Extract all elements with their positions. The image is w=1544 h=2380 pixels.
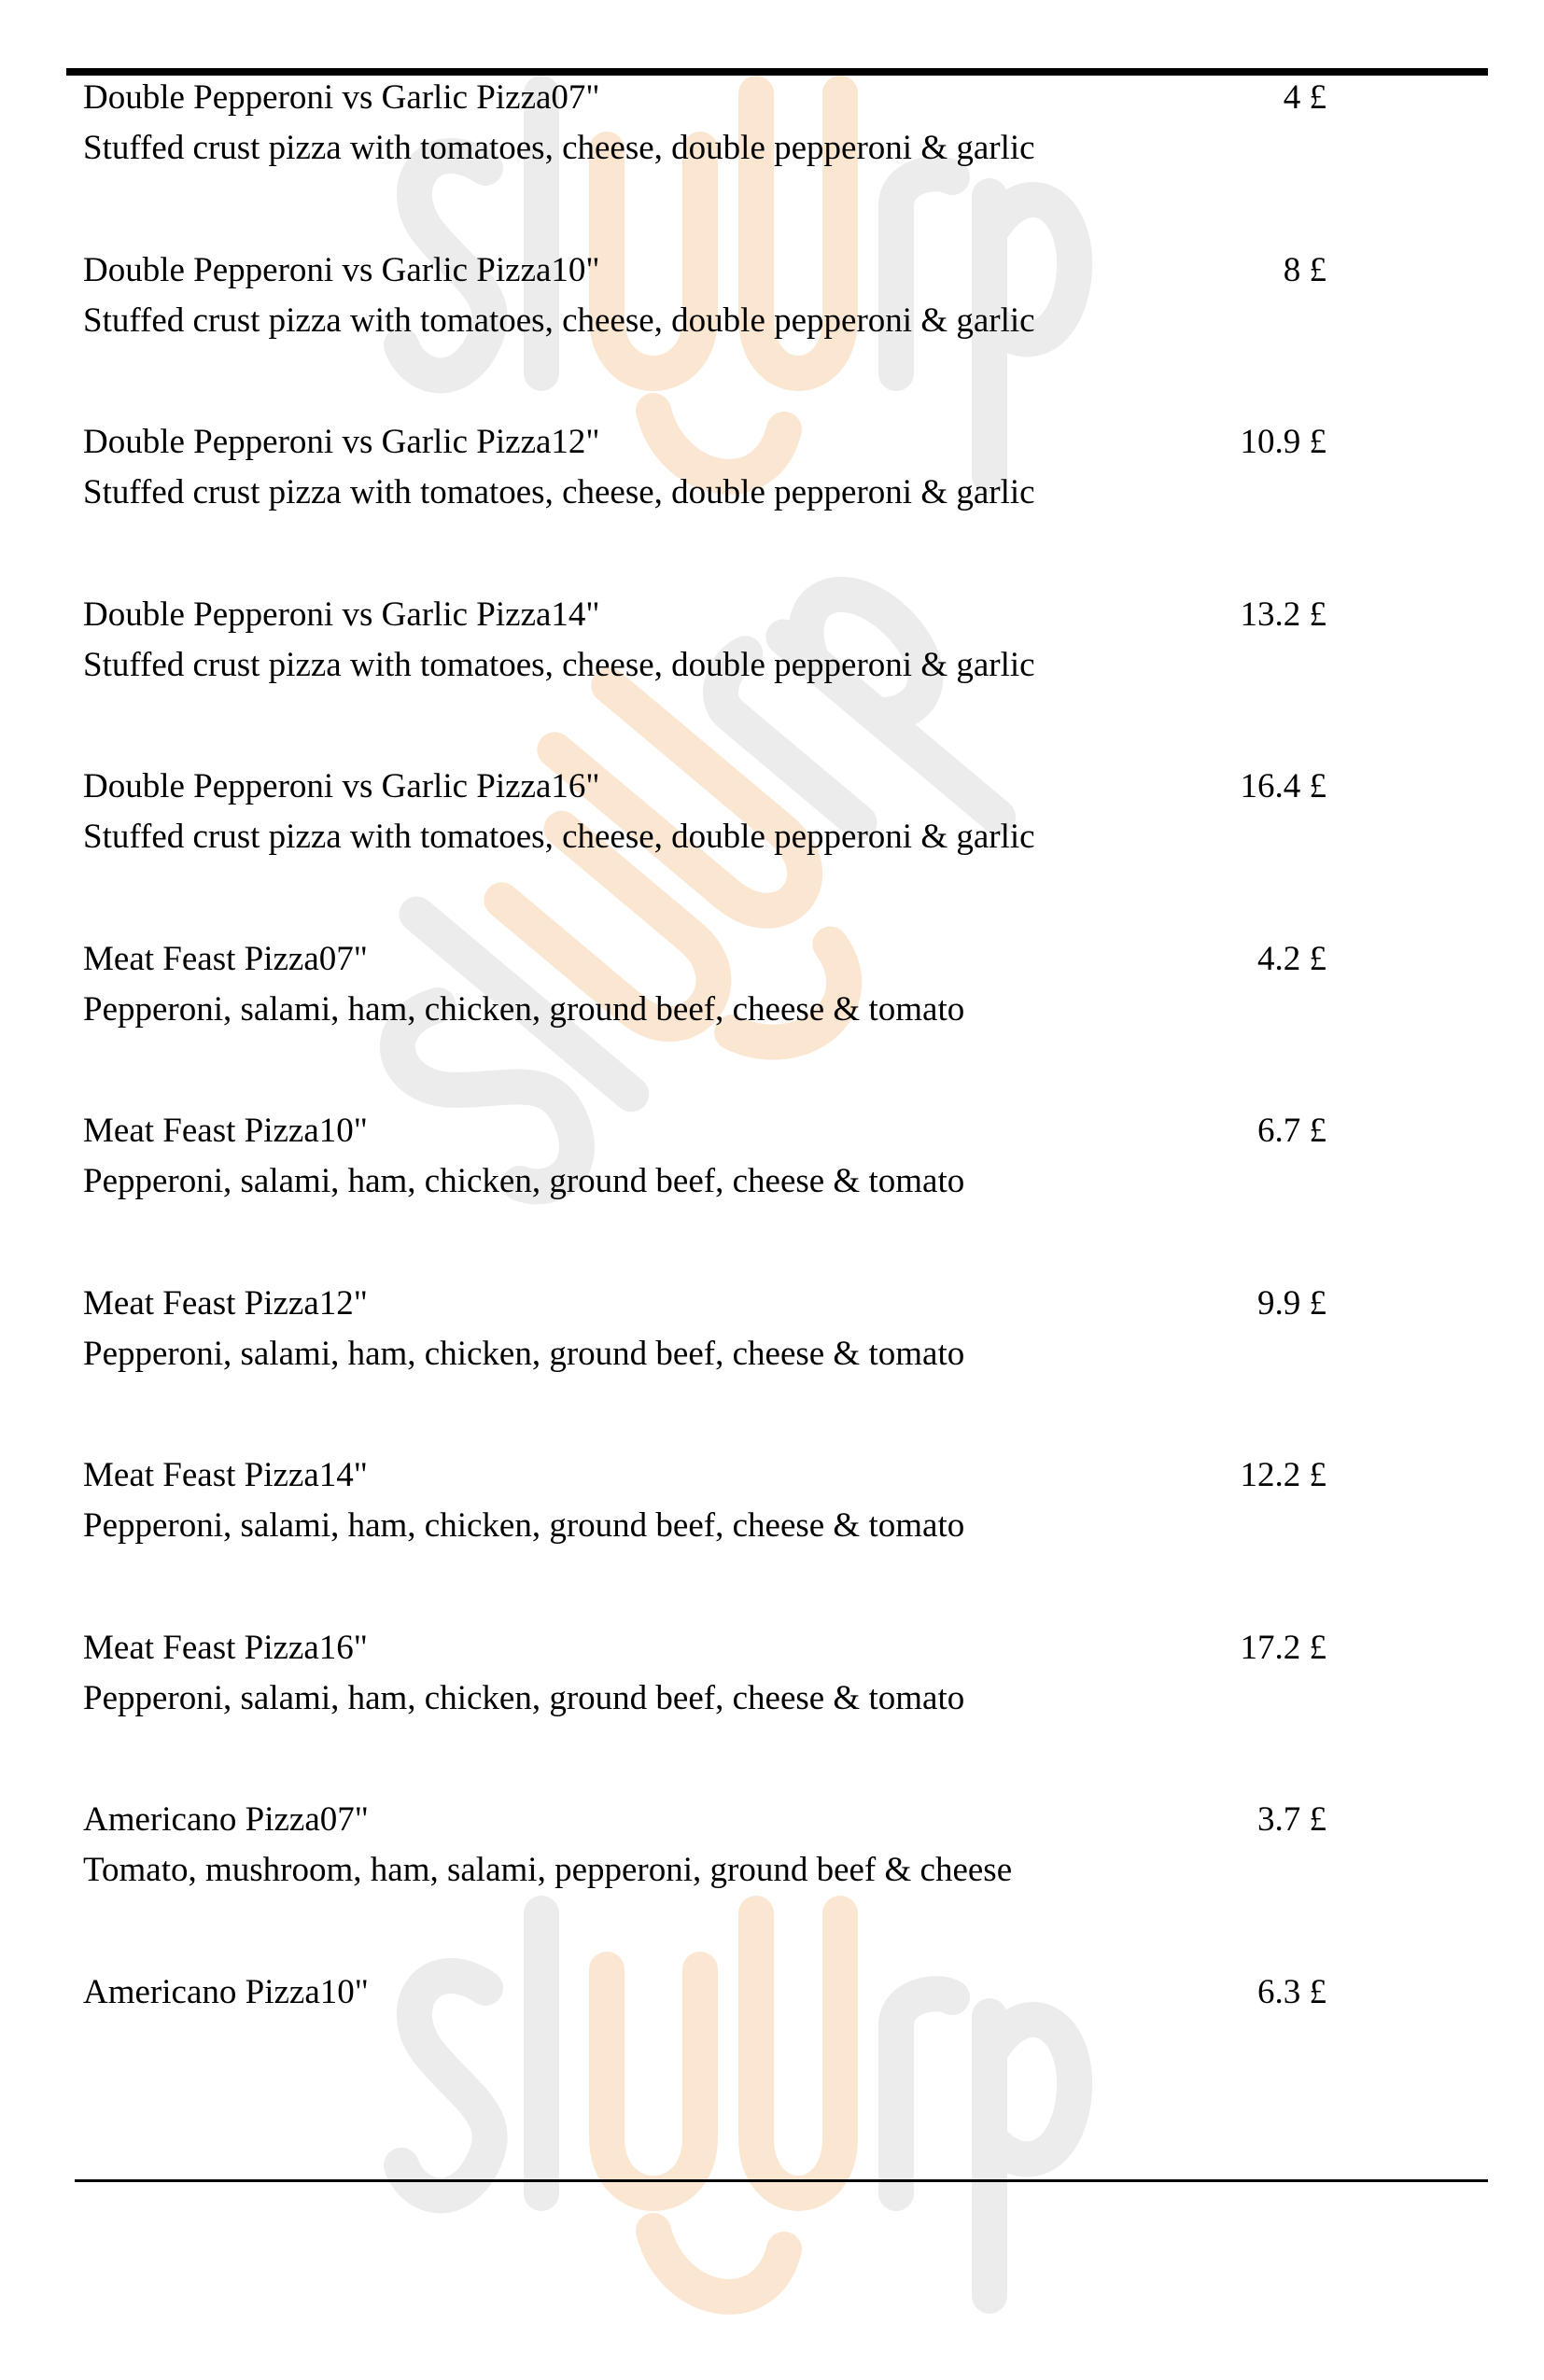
item-title: Meat Feast Pizza14" <box>83 1456 368 1494</box>
item-price: 6.7 £ <box>1257 1112 1326 1150</box>
item-title: Double Pepperoni vs Garlic Pizza10" <box>83 250 600 289</box>
menu-item <box>0 419 1544 592</box>
bottom-rule <box>75 2179 1488 2182</box>
item-title: Americano Pizza10" <box>83 1972 369 2011</box>
item-price: 6.3 £ <box>1257 1972 1326 2011</box>
item-description: Stuffed crust pizza with tomatoes, cheese, double pepperoni & garlic <box>83 301 1035 340</box>
item-price: 10.9 £ <box>1240 423 1326 461</box>
menu-item <box>0 592 1544 764</box>
item-price: 8 £ <box>1283 250 1326 289</box>
item-price: 4 £ <box>1283 78 1326 117</box>
item-title: Americano Pizza07" <box>83 1800 369 1839</box>
item-price: 4.2 £ <box>1257 939 1326 978</box>
item-title: Meat Feast Pizza07" <box>83 939 368 978</box>
item-price: 16.4 £ <box>1240 767 1326 805</box>
item-description: Stuffed crust pizza with tomatoes, cheese, double pepperoni & garlic <box>83 645 1035 684</box>
menu-item <box>0 763 1544 936</box>
item-description: Stuffed crust pizza with tomatoes, cheese, double pepperoni & garlic <box>83 818 1035 856</box>
menu-item <box>0 1452 1544 1625</box>
menu-item <box>0 936 1544 1109</box>
menu-item <box>0 247 1544 420</box>
item-title: Double Pepperoni vs Garlic Pizza16" <box>83 767 600 805</box>
menu-item <box>0 1969 1544 2142</box>
item-price: 3.7 £ <box>1257 1800 1326 1839</box>
item-description: Pepperoni, salami, ham, chicken, ground beef, cheese & tomato <box>83 1678 965 1717</box>
item-price: 9.9 £ <box>1257 1283 1326 1323</box>
item-description: Pepperoni, salami, ham, chicken, ground beef, cheese & tomato <box>83 1162 965 1200</box>
item-description: Stuffed crust pizza with tomatoes, cheese, double pepperoni & garlic <box>83 473 1035 511</box>
menu-item <box>0 1108 1544 1281</box>
item-title: Double Pepperoni vs Garlic Pizza12" <box>83 423 600 461</box>
menu-item <box>0 1625 1544 1798</box>
item-title: Meat Feast Pizza10" <box>83 1112 368 1150</box>
item-description: Stuffed crust pizza with tomatoes, cheese, double pepperoni & garlic <box>83 129 1035 167</box>
item-title: Double Pepperoni vs Garlic Pizza07" <box>83 78 600 117</box>
item-price: 13.2 £ <box>1240 595 1326 634</box>
item-title: Meat Feast Pizza16" <box>83 1628 368 1667</box>
menu-item <box>0 1797 1544 1969</box>
item-description: Tomato, mushroom, ham, salami, pepperoni, ground beef & cheese <box>83 1851 1013 1889</box>
menu-item <box>0 1281 1544 1453</box>
item-price: 17.2 £ <box>1240 1628 1326 1667</box>
item-description: Pepperoni, salami, ham, chicken, ground beef, cheese & tomato <box>83 989 965 1029</box>
item-title: Meat Feast Pizza12" <box>83 1283 368 1323</box>
item-description: Pepperoni, salami, ham, chicken, ground beef, cheese & tomato <box>83 1334 965 1373</box>
menu-item <box>0 75 1544 247</box>
menu-items <box>0 75 1544 2141</box>
item-title: Double Pepperoni vs Garlic Pizza14" <box>83 595 600 634</box>
item-price: 12.2 £ <box>1240 1456 1326 1494</box>
item-description: Pepperoni, salami, ham, chicken, ground beef, cheese & tomato <box>83 1506 965 1545</box>
